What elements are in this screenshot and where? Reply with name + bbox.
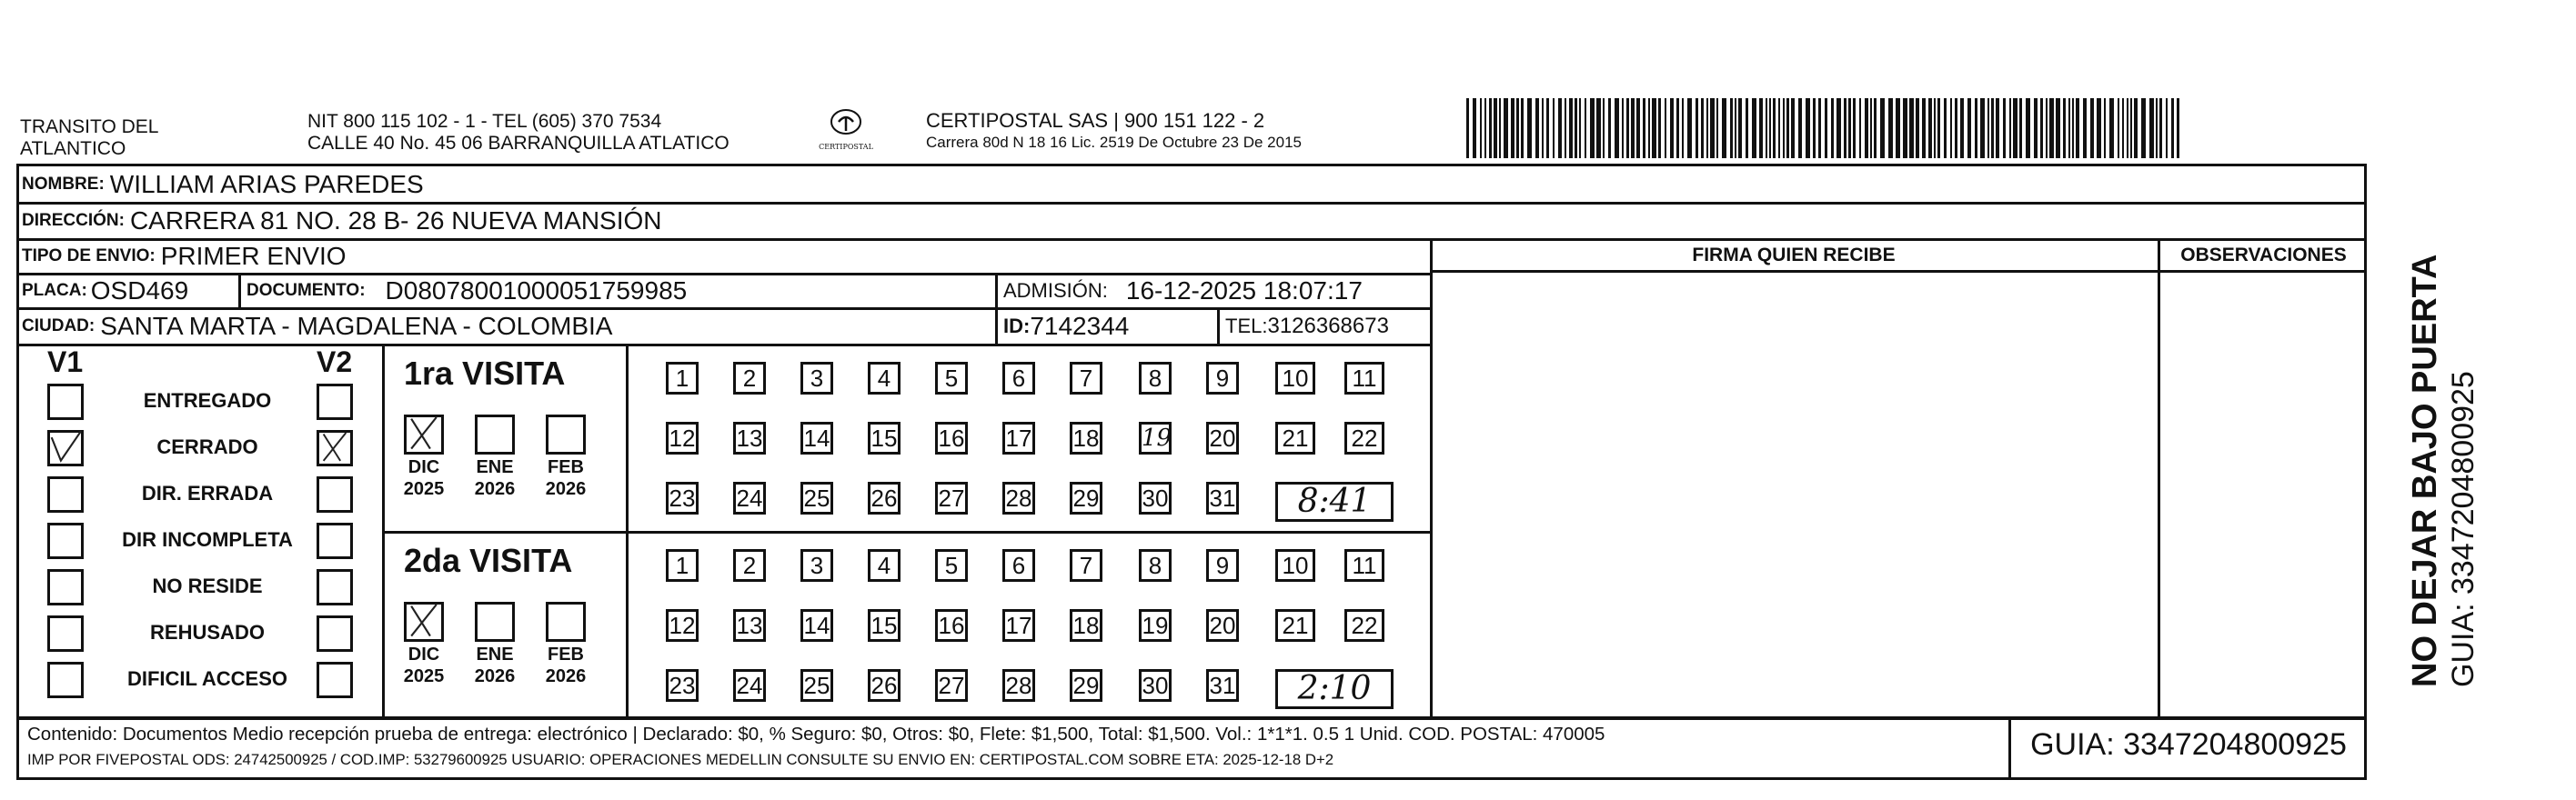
day-box[interactable]: 10 [1275, 362, 1315, 395]
barcode-bar [1670, 98, 1674, 158]
barcode-bar [1676, 98, 1679, 158]
status-label: ENTREGADO [143, 389, 272, 412]
day-box[interactable]: 4 [868, 549, 901, 582]
day-box[interactable]: 30 [1139, 482, 1172, 515]
barcode-bar [1542, 98, 1544, 158]
barcode-bar [1716, 98, 1718, 158]
month-checkbox[interactable] [475, 602, 515, 642]
barcode-bar [1658, 98, 1661, 158]
barcode-bar [1603, 98, 1605, 158]
barcode-bar [2159, 98, 2162, 158]
barcode-bar [1896, 98, 1900, 158]
barcode-bar [1786, 98, 1789, 158]
day-box[interactable]: 10 [1275, 549, 1315, 582]
barcode-bar [1955, 98, 1957, 158]
status-v2-checkbox[interactable] [317, 615, 353, 652]
barcode-bar [1499, 98, 1501, 158]
barcode-bar [1865, 98, 1868, 158]
side-warning: NO DEJAR BAJO PUERTA [2406, 254, 2444, 687]
day-box[interactable]: 1 [666, 549, 699, 582]
barcode-bar [2083, 98, 2087, 158]
barcode-bar [1652, 98, 1656, 158]
tipo-value: PRIMER ENVIO [160, 242, 347, 270]
month-name: FEB [548, 457, 584, 477]
barcode-bar [2034, 98, 2038, 158]
ciudad-label: CIUDAD: [22, 316, 96, 335]
barcode-bar [2149, 98, 2154, 158]
barcode-bar [2156, 98, 2158, 158]
day-box[interactable]: 16 [935, 609, 968, 642]
day-box[interactable]: 14 [800, 422, 833, 455]
placa-label: PLACA: [22, 281, 87, 300]
barcode-bar [2040, 98, 2043, 158]
status-label: DIR INCOMPLETA [122, 528, 293, 551]
barcode-bar [2141, 98, 2146, 158]
documento-value: D08078001000051759985 [385, 276, 688, 305]
barcode-bar [1511, 98, 1514, 158]
barcode-bar [1535, 98, 1539, 158]
barcode-bar [2049, 98, 2054, 158]
barcode-bar [1844, 98, 1846, 158]
day-box[interactable]: 30 [1139, 669, 1172, 702]
day-box[interactable]: 8 [1139, 362, 1172, 395]
month-label [392, 456, 456, 500]
divider [382, 531, 1432, 534]
barcode-bar [1546, 98, 1549, 158]
month-name: ENE [476, 645, 514, 665]
status-label: DIFICIL ACCESO [126, 667, 287, 690]
sender-details [307, 111, 730, 155]
day-box[interactable]: 26 [868, 669, 901, 702]
barcode-bar [1527, 98, 1532, 158]
month-checkbox[interactable] [546, 602, 586, 642]
day-box[interactable]: 9 [1206, 362, 1239, 395]
day-box[interactable]: 25 [800, 482, 833, 515]
status-v1-checkbox[interactable] [47, 476, 84, 513]
logo-icon [828, 107, 864, 138]
day-box[interactable]: 28 [1002, 669, 1035, 702]
day-box[interactable]: 18 [1070, 609, 1102, 642]
day-box[interactable]: 23 [666, 482, 699, 515]
day-box[interactable]: 13 [733, 422, 766, 455]
barcode-bar [2009, 98, 2011, 158]
sender-address: CALLE 40 No. 45 06 BARRANQUILLA ATLATICO [307, 133, 730, 154]
documento-label: DOCUMENTO: [247, 281, 366, 300]
day-box[interactable]: 12 [666, 422, 699, 455]
barcode-bar [1909, 98, 1914, 158]
day-box[interactable]: 14 [800, 609, 833, 642]
month-label [534, 456, 598, 500]
day-box[interactable]: 27 [935, 669, 968, 702]
day-box[interactable]: 11 [1344, 362, 1384, 395]
barcode-bar [2003, 98, 2006, 158]
barcode-bar [1836, 98, 1841, 158]
direccion-row [16, 204, 2576, 238]
month-checkbox[interactable] [546, 415, 586, 455]
barcode-bar [1701, 98, 1704, 158]
direccion-label: DIRECCIÓN: [22, 211, 125, 230]
admision-cell [998, 275, 1430, 307]
barcode-bar [1494, 98, 1497, 158]
barcode-bar [2109, 98, 2114, 158]
barcode-bar [1874, 98, 1877, 158]
company-line: CERTIPOSTAL SAS | 900 151 122 - 2 [926, 109, 1265, 132]
barcode-bar [1585, 98, 1586, 158]
barcode-bar [2068, 98, 2070, 158]
barcode-bar [1848, 98, 1851, 158]
day-box[interactable]: 31 [1206, 482, 1239, 515]
status-v1-checkbox[interactable] [47, 430, 84, 466]
barcode-bar [2090, 98, 2094, 158]
barcode-bar [1575, 98, 1577, 158]
barcode-bar [1769, 98, 1771, 158]
day-box[interactable]: 22 [1344, 422, 1384, 455]
status-v1-checkbox[interactable] [47, 569, 84, 605]
placa-cell [16, 275, 238, 307]
status-v2-checkbox[interactable] [317, 523, 353, 559]
barcode-bar [1922, 98, 1926, 158]
company-info [926, 109, 1302, 153]
ciudad-value: SANTA MARTA - MAGDALENA - COLOMBIA [100, 312, 613, 340]
logo-text: CERTIPOSTAL [819, 143, 873, 151]
barcode-bar [1987, 98, 1989, 158]
day-box[interactable]: 29 [1070, 482, 1102, 515]
time-box[interactable]: 8:41 [1275, 482, 1394, 522]
barcode-bar [1880, 98, 1885, 158]
barcode-bar [1903, 98, 1907, 158]
barcode-bar [1565, 98, 1566, 158]
tel-value: 3126368673 [1267, 314, 1389, 338]
month-name: ENE [476, 457, 514, 477]
day-box[interactable]: 13 [733, 609, 766, 642]
footer-imp: IMP POR FIVEPOSTAL ODS: 24742500925 / COD.IMP: 53279600925 USUARIO: OPERACIONES MEDELLIN CONSULTE SU ENVIO EN: CERTIPOSTAL.COM SOBRE ETA: 2025-12-18 D+2 [27, 751, 1334, 768]
barcode-bar [2166, 98, 2168, 158]
day-box[interactable]: 7 [1070, 549, 1102, 582]
barcode-bar [2013, 98, 2018, 158]
status-v2-checkbox[interactable] [317, 662, 353, 698]
sender-line2: ATLANTICO [20, 138, 126, 159]
month-label [392, 644, 456, 687]
nombre-value: WILLIAM ARIAS PAREDES [109, 170, 424, 198]
barcode-bar [1596, 98, 1601, 158]
side-text [2405, 255, 2481, 687]
month-year: 2025 [403, 666, 445, 686]
day-box[interactable]: 12 [666, 609, 699, 642]
barcode-bar [2056, 98, 2060, 158]
day-box[interactable]: 29 [1070, 669, 1102, 702]
barcode-bar [1888, 98, 1893, 158]
id-label: ID: [1003, 315, 1031, 337]
barcode-bar [1813, 98, 1816, 158]
status-v1-checkbox[interactable] [47, 523, 84, 559]
visit-title: 2da VISITA [404, 542, 573, 579]
day-box[interactable]: 17 [1002, 609, 1035, 642]
barcode-bar [2076, 98, 2079, 158]
day-box[interactable]: 5 [935, 549, 968, 582]
barcode-bar [1759, 98, 1763, 158]
visit-title: 1ra VISITA [404, 355, 566, 392]
day-box[interactable]: 6 [1002, 362, 1035, 395]
barcode-bar [2130, 98, 2132, 158]
status-label: CERRADO [156, 435, 258, 458]
barcode-bar [1682, 98, 1684, 158]
nit-line: NIT 800 115 102 - 1 - TEL (605) 370 7534 [307, 111, 662, 132]
day-box[interactable]: 5 [935, 362, 968, 395]
placa-value: OSD469 [90, 276, 189, 305]
day-box[interactable]: 7 [1070, 362, 1102, 395]
id-value: 7142344 [1030, 312, 1130, 340]
day-box[interactable]: 19 [1139, 609, 1172, 642]
month-checkbox[interactable] [404, 602, 444, 642]
barcode-bar [1960, 98, 1964, 158]
barcode-bar [1489, 98, 1492, 158]
barcode-bar [1722, 98, 1726, 158]
month-label [463, 644, 527, 687]
ciudad-cell [16, 309, 995, 344]
status-v2-checkbox[interactable] [317, 384, 353, 420]
barcode-bar [1773, 98, 1776, 158]
status-label: REHUSADO [150, 621, 265, 644]
day-box[interactable]: 18 [1070, 422, 1102, 455]
barcode-bar [2104, 98, 2106, 158]
month-checkbox[interactable] [475, 415, 515, 455]
month-label [534, 644, 598, 687]
day-box[interactable]: 27 [935, 482, 968, 515]
day-box[interactable]: 6 [1002, 549, 1035, 582]
day-box[interactable]: 22 [1344, 609, 1384, 642]
barcode-bar [1853, 98, 1856, 158]
status-v1-checkbox[interactable] [47, 615, 84, 652]
barcode-bar [1622, 98, 1624, 158]
barcode-bar [1516, 98, 1519, 158]
day-box[interactable]: 11 [1344, 549, 1384, 582]
company-address: Carrera 80d N 18 16 Lic. 2519 De Octubre 23 De 2015 [926, 134, 1302, 151]
day-box[interactable]: 21 [1275, 422, 1315, 455]
nombre-row [16, 167, 2576, 202]
barcode-bar [1626, 98, 1629, 158]
admision-value: 16-12-2025 18:07:17 [1125, 276, 1363, 305]
barcode-bar [1831, 98, 1834, 158]
status-v2-checkbox[interactable] [317, 569, 353, 605]
footer-guia: GUIA: 3347204800925 [2030, 727, 2347, 762]
v2-label: V2 [317, 345, 353, 378]
day-box[interactable]: 2 [733, 549, 766, 582]
day-box[interactable]: 16 [935, 422, 968, 455]
certipostal-logo [810, 107, 882, 151]
barcode-bar [2072, 98, 2074, 158]
month-checkbox[interactable] [404, 415, 444, 455]
barcode-bar [2026, 98, 2030, 158]
divider [2158, 238, 2160, 720]
day-box[interactable]: 24 [733, 669, 766, 702]
status-v1-checkbox[interactable] [47, 384, 84, 420]
month-year: 2026 [474, 479, 516, 499]
day-box[interactable]: 19 [1139, 422, 1172, 455]
day-box[interactable]: 8 [1139, 549, 1172, 582]
day-box[interactable]: 15 [868, 422, 901, 455]
barcode-bar [1706, 98, 1708, 158]
day-box[interactable]: 25 [800, 669, 833, 702]
barcode-bar [1916, 98, 1919, 158]
status-v2-checkbox[interactable] [317, 476, 353, 513]
barcode-bar [1466, 98, 1469, 158]
barcode-bar [2046, 98, 2048, 158]
barcode-bar [1480, 98, 1482, 158]
barcode-bar [2177, 98, 2179, 158]
day-box[interactable]: 31 [1206, 669, 1239, 702]
day-box[interactable]: 17 [1002, 422, 1035, 455]
month-label [463, 456, 527, 500]
barcode-bar [1730, 98, 1733, 158]
barcode-bar [1950, 98, 1952, 158]
barcode-bar [1806, 98, 1810, 158]
day-box[interactable]: 20 [1206, 609, 1239, 642]
day-box[interactable]: 23 [666, 669, 699, 702]
day-box[interactable]: 9 [1206, 549, 1239, 582]
month-year: 2025 [403, 479, 445, 499]
barcode-bar [1783, 98, 1785, 158]
month-name: FEB [548, 645, 584, 665]
barcode-bar [1558, 98, 1562, 158]
barcode-bar [1631, 98, 1635, 158]
barcode-bar [2118, 98, 2119, 158]
divider [1430, 238, 1433, 720]
barcode-bar [1553, 98, 1555, 158]
divider [16, 344, 1432, 346]
barcode-bar [1521, 98, 1524, 158]
month-name: DIC [408, 457, 440, 477]
nombre-label: NOMBRE: [22, 175, 105, 194]
side-guia: GUIA: 3347204800925 [2446, 371, 2480, 687]
status-v1-checkbox[interactable] [47, 662, 84, 698]
barcode-bar [1798, 98, 1802, 158]
direccion-value: CARRERA 81 NO. 28 B- 26 NUEVA MANSIÓN [129, 206, 662, 235]
barcode-bar [1735, 98, 1736, 158]
v1-label: V1 [47, 345, 84, 378]
day-box[interactable]: 28 [1002, 482, 1035, 515]
barcode [1466, 98, 2183, 158]
barcode-bar [1643, 98, 1645, 158]
tipo-label: TIPO DE ENVIO: [22, 246, 156, 265]
barcode-bar [1934, 98, 1936, 158]
barcode-bar [1504, 98, 1508, 158]
status-label: DIR. ERRADA [141, 482, 274, 505]
barcode-bar [2127, 98, 2128, 158]
barcode-bar [1766, 98, 1767, 158]
barcode-bar [1710, 98, 1715, 158]
day-box[interactable]: 4 [868, 362, 901, 395]
barcode-bar [1608, 98, 1611, 158]
barcode-bar [1484, 98, 1486, 158]
barcode-bar [2097, 98, 2101, 158]
barcode-bar [1636, 98, 1640, 158]
observaciones-header: OBSERVACIONES [2180, 245, 2347, 265]
firma-header: FIRMA QUIEN RECIBE [1692, 245, 1896, 265]
barcode-bar [1791, 98, 1795, 158]
day-box[interactable]: 15 [868, 609, 901, 642]
barcode-bar [1746, 98, 1748, 158]
barcode-bar [1687, 98, 1692, 158]
status-label: NO RESIDE [152, 575, 263, 597]
barcode-bar [1967, 98, 1971, 158]
month-year: 2026 [545, 666, 587, 686]
id-cell [998, 309, 1217, 344]
barcode-bar [1975, 98, 1977, 158]
barcode-bar [1980, 98, 1985, 158]
barcode-bar [1859, 98, 1861, 158]
barcode-bar [1937, 98, 1940, 158]
barcode-bar [1473, 98, 1476, 158]
barcode-bar [1579, 98, 1581, 158]
barcode-bar [2122, 98, 2124, 158]
barcode-bar [1648, 98, 1650, 158]
day-box[interactable]: 3 [800, 549, 833, 582]
barcode-bar [1996, 98, 1999, 158]
status-v2-checkbox[interactable] [317, 430, 353, 466]
month-year: 2026 [545, 479, 587, 499]
day-box[interactable]: 20 [1206, 422, 1239, 455]
barcode-bar [1590, 98, 1595, 158]
sender-name [20, 116, 158, 160]
sender-line1: TRANSITO DEL [20, 116, 159, 137]
tel-cell [1220, 309, 1430, 344]
barcode-bar [1569, 98, 1573, 158]
barcode-bar [2171, 98, 2174, 158]
barcode-bar [1778, 98, 1780, 158]
tel-label: TEL: [1225, 315, 1268, 337]
day-box[interactable]: 1 [666, 362, 699, 395]
month-year: 2026 [474, 666, 516, 686]
barcode-bar [1696, 98, 1698, 158]
barcode-bar [1615, 98, 1619, 158]
barcode-bar [1665, 98, 1666, 158]
barcode-bar [1825, 98, 1827, 158]
day-box[interactable]: 24 [733, 482, 766, 515]
footer-contenido: Contenido: Documentos Medio recepción prueba de entrega: electrónico | Declarado: $0, % Seguro: $0, Otros: $0, Flete: $1,500, Total: $1,500. Vol.: 1*1*1. 0.5 1 Unid. COD. POSTAL: 470005 [27, 724, 1605, 745]
barcode-bar [1738, 98, 1742, 158]
barcode-bar [1818, 98, 1821, 158]
barcode-bar [1944, 98, 1947, 158]
day-box[interactable]: 3 [800, 362, 833, 395]
day-box[interactable]: 21 [1275, 609, 1315, 642]
barcode-bar [2134, 98, 2138, 158]
day-box[interactable]: 26 [868, 482, 901, 515]
barcode-bar [1752, 98, 1756, 158]
admision-label: ADMISIÓN: [1003, 279, 1108, 302]
barcode-bar [2063, 98, 2066, 158]
time-box[interactable]: 2:10 [1275, 669, 1394, 709]
day-box[interactable]: 2 [733, 362, 766, 395]
barcode-bar [2019, 98, 2022, 158]
documento-cell [241, 275, 995, 307]
barcode-bar [1870, 98, 1872, 158]
barcode-bar [1928, 98, 1932, 158]
month-name: DIC [408, 645, 440, 665]
barcode-bar [1991, 98, 1994, 158]
